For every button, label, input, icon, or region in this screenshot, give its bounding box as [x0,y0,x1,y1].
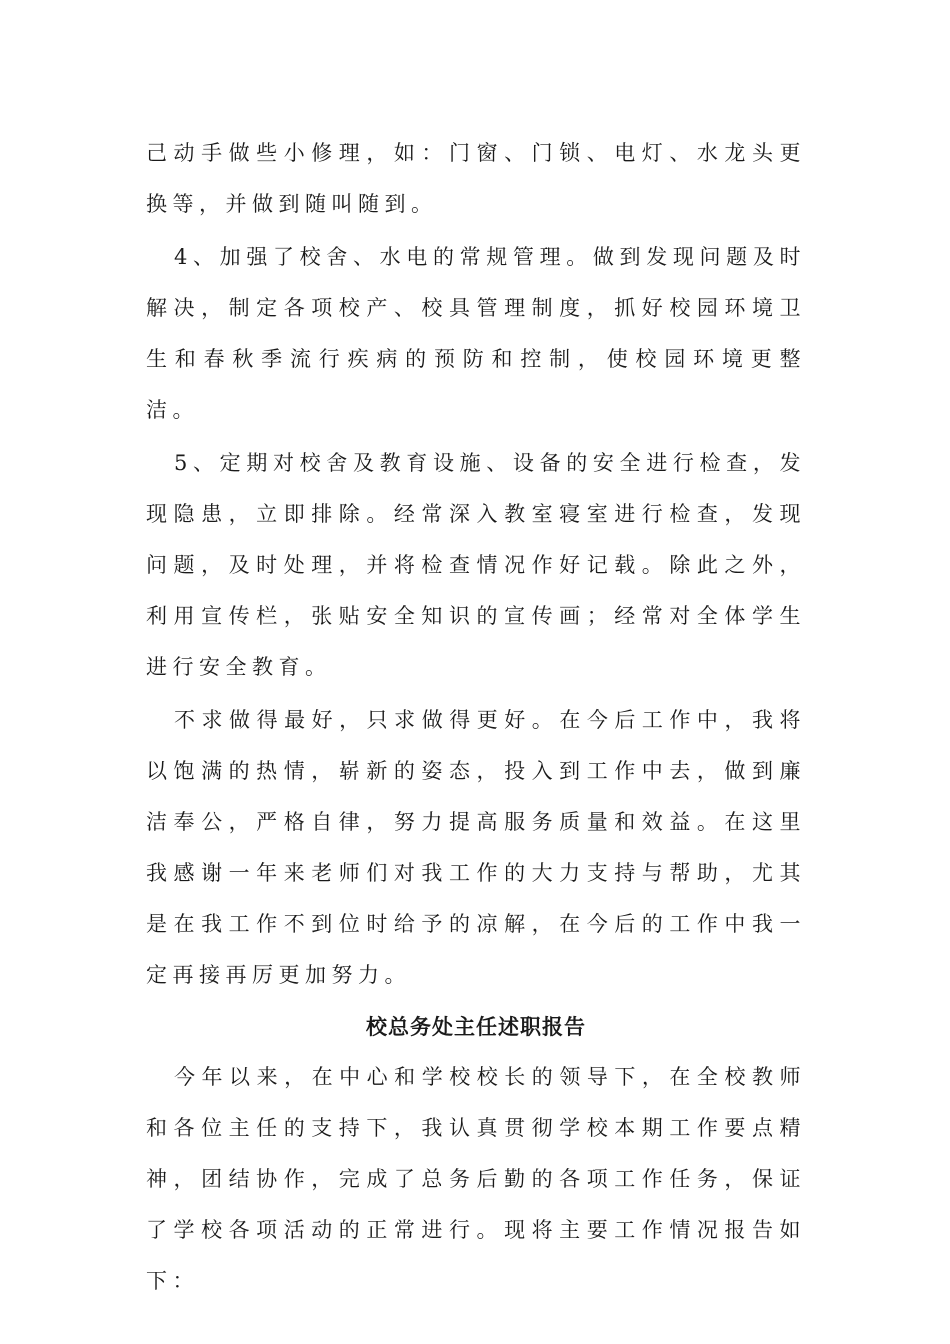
document-page [146,128,806,1307]
paragraph-closing: 不求做得最好，只求做得更好。在今后工作中，我将以饱满的热情，崭新的姿态，投入到工作中去，做到廉洁奉公，严格自律，努力提高服务质量和效益。在这里我感谢一年来老师们对我工作的大力支持与帮助，尤其是在我工作不到位时给予的凉解，在今后的工作中我一定再接再厉更加努力。 [146,708,806,987]
paragraph-item-5: 5、定期对校舍及教育设施、设备的安全进行检查，发现隐患，立即排除。经常深入教室寝室进行检查，发现问题，及时处理，并将检查情况作好记载。除此之外，利用宣传栏，张贴安全知识的宣传画；经常对全体学生进行安全教育。 [146,451,806,679]
paragraph-repairs: 己动手做些小修理，如：门窗、门锁、电灯、水龙头更换等，并做到随叫随到。 [146,141,806,216]
paragraph-item-4: 4、加强了校舍、水电的常规管理。做到发现问题及时解决，制定各项校产、校具管理制度，抓好校园环境卫生和春秋季流行疾病的预防和控制，使校园环境更整洁。 [146,245,806,422]
paragraph-report-intro: 今年以来，在中心和学校校长的领导下，在全校教师和各位主任的支持下，我认真贯彻学校本期工作要点精神，团结协作，完成了总务后勤的各项工作任务，保证了学校各项活动的正常进行。现将主要工作情况报告如下： [146,1065,806,1293]
section-heading: 校总务处主任述职报告 [366,1014,586,1039]
